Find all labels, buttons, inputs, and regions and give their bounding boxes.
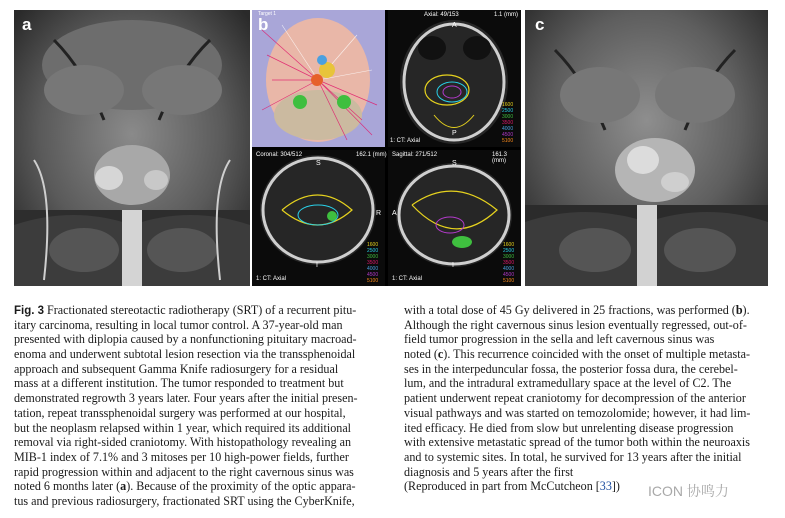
caption-text: ). Because of the proximity of the optic appara-: [126, 479, 356, 494]
caption-text: ).: [742, 303, 750, 317]
caption-text: patient underwent repeat craniotomy for decompression of the anterior: [404, 391, 746, 406]
coronal-marker-right: R: [376, 210, 382, 217]
srt-plan-panel-b: [252, 10, 521, 286]
coronal-header-right: 162.1 (mm): [356, 152, 387, 158]
figure-label: Fig. 3: [14, 305, 45, 317]
sagittal-marker-left: A: [392, 210, 397, 217]
dose-level-label: 3000: [367, 254, 379, 260]
caption-line: [404, 450, 768, 465]
axial-header-right: 1.1 (mm): [494, 12, 518, 18]
citation-link[interactable]: 33: [599, 479, 612, 494]
panel-label-c: c: [535, 15, 545, 34]
caption-line: [404, 332, 768, 347]
dose-level-label: 3500: [502, 120, 514, 126]
sagittal-marker-top: S: [452, 160, 457, 167]
dose-level-label: 4000: [503, 266, 515, 272]
caption-line: [14, 435, 386, 450]
panel-reference: c: [437, 347, 444, 362]
caption-line: [14, 421, 386, 436]
dose-level-label: 3500: [503, 260, 515, 266]
caption-text: tation, repeat transsphenoidal surgery was performed at our hospital,: [14, 405, 346, 420]
panel-reference: a: [120, 479, 127, 494]
caption-text: presented with diplopia caused by a nonfunctioning pituitary macroad-: [14, 332, 357, 347]
coronal-mri-image-a: [14, 10, 250, 286]
treatment-plan-composite: [252, 10, 521, 286]
dose-level-label: 1600: [367, 242, 379, 248]
caption-text: noted (: [404, 347, 438, 362]
caption-line: [404, 318, 768, 333]
caption-text: field tumor progression in the sella and left cavernous sinus was: [404, 332, 715, 347]
sagittal-header-right: 161.3 (mm): [492, 152, 508, 164]
caption-line: [14, 332, 386, 347]
dose-level-label: 2500: [502, 108, 514, 114]
caption-line: [404, 303, 768, 318]
caption-line: [14, 465, 386, 480]
caption-text: (Reproduced in part from McCutcheon [: [404, 479, 600, 494]
caption-text: approach and subsequent Gamma Knife radiosurgery for a residual: [14, 361, 339, 376]
coronal-footer: 1: CT: Axial: [256, 276, 287, 282]
caption-text: ited efficacy. He died from slow but unrelenting disease progression: [404, 420, 734, 435]
mri-panel-a: [14, 10, 250, 286]
caption-line: [14, 494, 386, 509]
caption-text: enoma and underwent subtotal lesion resection via the transsphenoidal: [14, 347, 356, 362]
axial-footer: 1: CT: Axial: [390, 138, 421, 144]
caption-text: with a total dose of 45 Gy delivered in 25 fractions, was performed (: [404, 303, 736, 317]
sagittal-footer: 1: CT: Axial: [392, 276, 423, 282]
caption-line: [404, 347, 768, 362]
caption-line: [14, 376, 386, 391]
coronal-marker-top: S: [316, 160, 321, 167]
caption-line: [404, 391, 768, 406]
mri-panel-c: [525, 10, 768, 286]
caption-text: ). This recurrence coincided with the onset of multiple metasta-: [443, 347, 751, 362]
dose-level-label: 4500: [502, 132, 514, 138]
panel-label-b: b: [258, 15, 269, 34]
dose-level-label: 1600: [502, 102, 514, 108]
caption-line: [14, 347, 386, 362]
caption-line: [404, 421, 768, 436]
dose-level-label: 3500: [367, 260, 379, 266]
caption-line: [404, 362, 768, 377]
dose-legend-axial: [502, 102, 513, 144]
dose-level-label: 4000: [367, 266, 379, 272]
caption-line: [404, 435, 768, 450]
figure-caption-right-column: [404, 303, 768, 494]
dose-level-label: 4000: [502, 126, 514, 132]
caption-text: mass at a different institution. The tumor responded to treatment but: [14, 376, 344, 391]
caption-line: [14, 450, 386, 465]
caption-text: demonstrated regrowth 3 years later. Four years after the initial presen-: [14, 391, 358, 406]
caption-line: [404, 406, 768, 421]
dose-level-label: 5100: [503, 278, 515, 284]
dose-level-label: 3000: [502, 114, 514, 120]
dose-level-label: 5100: [367, 278, 379, 284]
panel-label-a: a: [22, 15, 32, 34]
caption-text: lum, and the intradural extramedullary space at the level of C2. The: [404, 376, 732, 391]
dose-legend-sagittal: [503, 242, 514, 284]
caption-line: [14, 318, 386, 333]
caption-line: [14, 303, 386, 318]
caption-text: ]): [611, 479, 620, 494]
figure-caption-left-column: [14, 303, 386, 509]
caption-text: Fractionated stereotactic radiotherapy (SRT) of a recurrent pitu-: [44, 303, 357, 317]
target-tag: Target 1: [258, 11, 277, 17]
axial-header: Axial: 49/153: [424, 12, 459, 18]
caption-line: [404, 376, 768, 391]
caption-text: but the neoplasm relapsed within 1 year, which required its additional: [14, 420, 352, 435]
coronal-marker-bottom: I: [316, 262, 318, 269]
coronal-mri-image-c: [525, 10, 768, 286]
caption-text: Although the right cavernous sinus lesion eventually regressed, out-of-: [404, 317, 747, 332]
dose-level-label: 2500: [367, 248, 379, 254]
dose-level-label: 4500: [503, 272, 515, 278]
caption-text: itary carcinoma, resulting in local tumor control. A 37-year-old man: [14, 317, 343, 332]
coronal-header: Coronal: 304/512: [256, 152, 303, 158]
caption-text: noted 6 months later (: [14, 479, 121, 494]
dose-level-label: 4500: [367, 272, 379, 278]
caption-text: MIB-1 index of 7.1% and 3 mitoses per 10 high-power fields, further: [14, 449, 349, 464]
axial-marker-top: A: [452, 22, 457, 29]
sagittal-marker-bottom: I: [452, 262, 454, 269]
caption-text: removal via right-sided craniotomy. With histopathology revealing an: [14, 435, 352, 450]
caption-line: [404, 465, 768, 480]
caption-line: [14, 391, 386, 406]
caption-line: [14, 479, 386, 494]
caption-text: visual pathways and was started on temozolomide; however, it had lim-: [404, 405, 751, 420]
dose-level-label: 2500: [503, 248, 515, 254]
caption-line: [14, 362, 386, 377]
dose-level-label: 5100: [502, 138, 514, 144]
dose-level-label: 3000: [503, 254, 515, 260]
dose-level-label: 1600: [503, 242, 515, 248]
caption-text: tus and previous radiosurgery, fractionated SRT using the CyberKnife,: [14, 493, 355, 508]
caption-text: diagnosis and 5 years after the first: [404, 464, 574, 479]
caption-text: and to systemic sites. In total, he survived for 13 years after the initial: [404, 449, 742, 464]
dose-legend-coronal: [367, 242, 378, 284]
caption-text: with extensive metastatic spread of the tumor both within the neuroaxis: [404, 435, 750, 450]
axial-marker-bottom: P: [452, 130, 457, 137]
caption-text: ses in the interpeduncular fossa, the posterior fossa dura, the cerebel-: [404, 361, 738, 376]
watermark: ICON 协鸣力: [648, 483, 729, 499]
panel-reference: b: [735, 303, 743, 317]
caption-line: [14, 406, 386, 421]
caption-text: rapid progression within and adjacent to the right cavernous sinus was: [14, 464, 354, 479]
sagittal-header: Sagittal: 271/512: [392, 152, 438, 158]
